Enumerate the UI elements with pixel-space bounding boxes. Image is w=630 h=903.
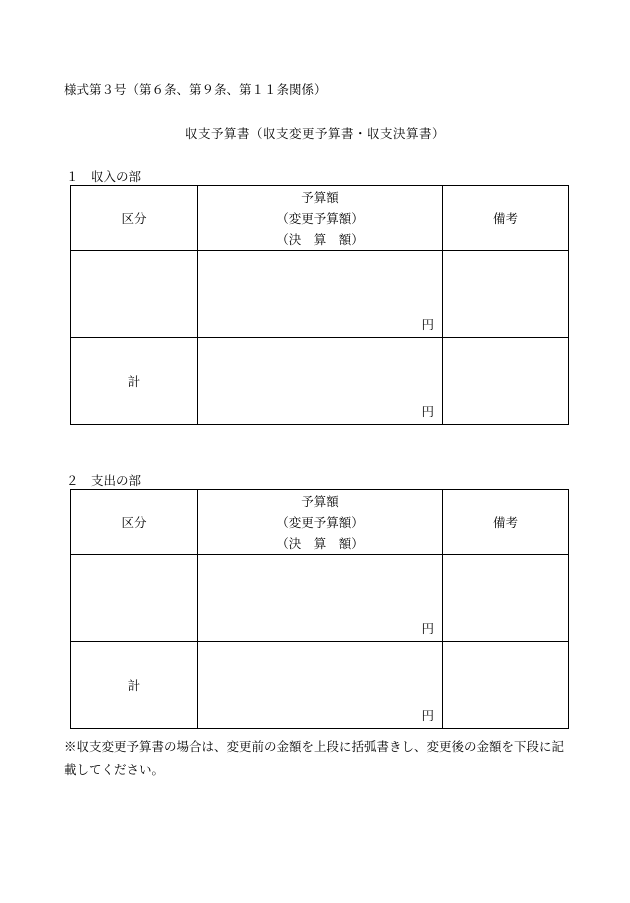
header-remarks: 備考 [443,186,569,251]
section-heading-expenditure: ２ 支出の部 [66,473,142,488]
header-amount-line1: 予算額 [301,189,339,205]
total-row [71,642,569,729]
total-amount-cell [198,642,443,729]
header-category: 区分 [71,186,198,251]
total-remarks-cell [443,642,569,729]
yen-unit: 円 [421,621,434,636]
category-cell [71,555,198,642]
header-amount-line2: （変更予算額） [276,514,364,530]
header-amount-line3: （決 算 額） [276,231,364,247]
total-label: 計 [71,338,198,425]
table-row [71,555,569,642]
total-label: 計 [71,642,198,729]
header-amount-line3: （決 算 額） [276,535,364,551]
yen-unit: 円 [421,404,434,419]
remarks-cell [443,555,569,642]
total-row [71,338,569,425]
amount-cell [198,251,443,338]
table-row [71,251,569,338]
yen-unit: 円 [421,317,434,332]
header-amount-line1: 予算額 [301,493,339,509]
document-title: 収支予算書（収支変更予算書・収支決算書） [184,126,445,141]
income-table [70,185,569,425]
total-amount-cell [198,338,443,425]
table-header-row [71,186,569,251]
amount-cell [198,555,443,642]
header-category: 区分 [71,490,198,555]
footnote: ※収支変更予算書の場合は、変更前の金額を上段に括弧書きし、変更後の金額を下段に記載してください。 [64,739,565,777]
expenditure-table [70,489,569,729]
header-amount [198,490,443,555]
header-amount-line2: （変更予算額） [276,210,364,226]
header-amount [198,186,443,251]
category-cell [71,251,198,338]
section-heading-income: １ 収入の部 [66,169,142,184]
form-number: 様式第３号（第６条、第９条、第１１条関係） [64,82,327,97]
remarks-cell [443,251,569,338]
yen-unit: 円 [421,708,434,723]
table-header-row [71,490,569,555]
header-remarks: 備考 [443,490,569,555]
total-remarks-cell [443,338,569,425]
